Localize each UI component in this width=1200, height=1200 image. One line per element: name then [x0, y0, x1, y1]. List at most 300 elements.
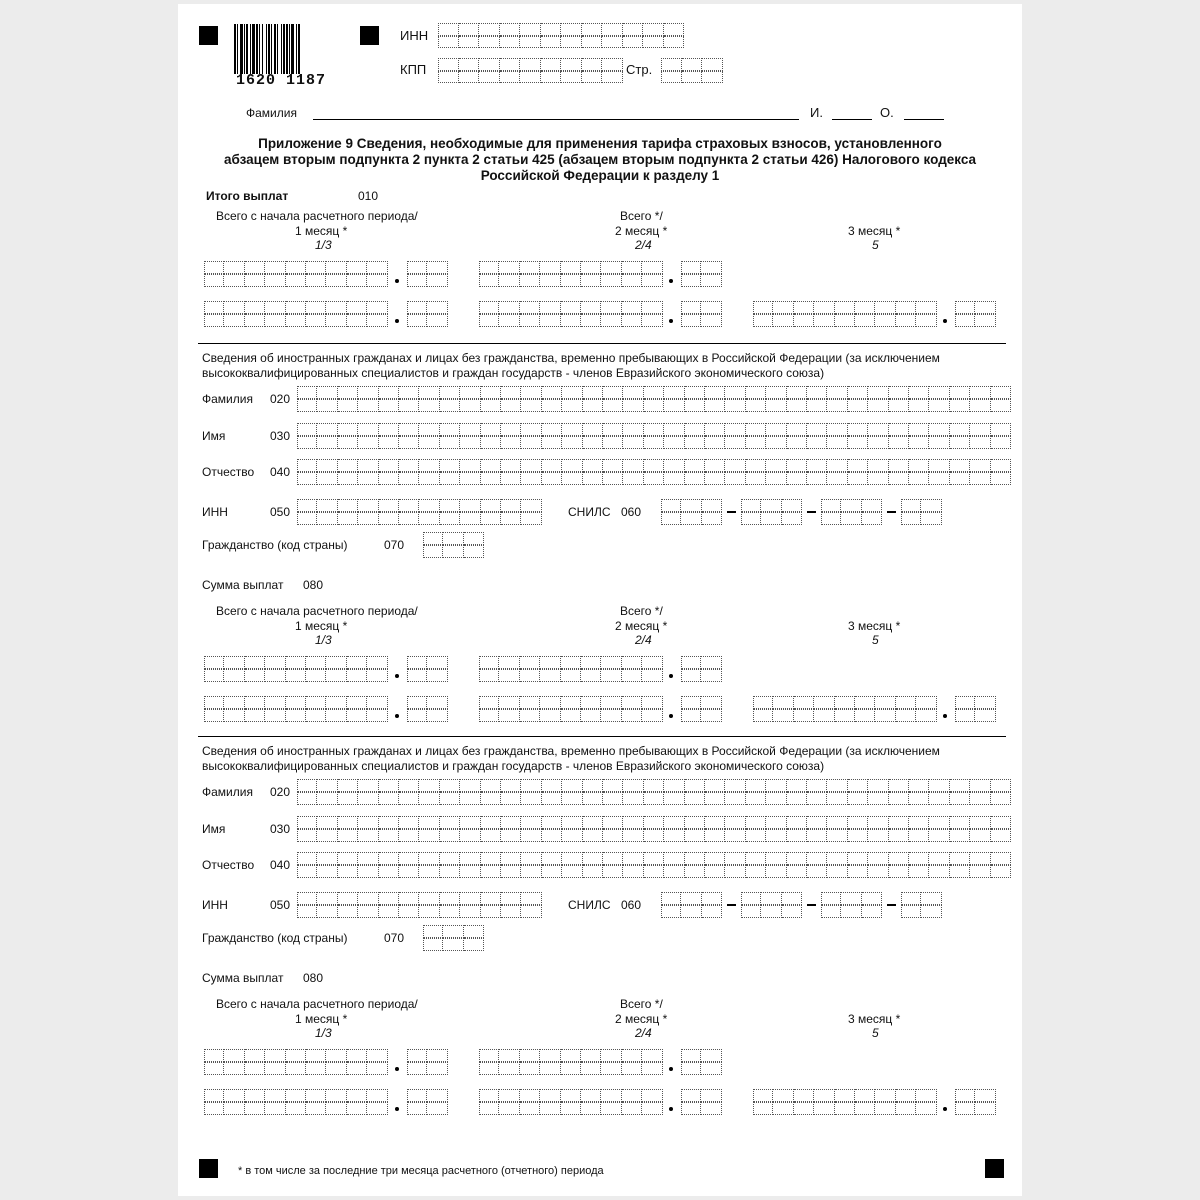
char-cell [520, 1089, 540, 1102]
char-cell [807, 779, 827, 792]
char-cell [541, 36, 562, 49]
amount-fraction-field[interactable] [681, 1089, 722, 1115]
snils-part-4-field[interactable] [901, 499, 942, 525]
amount-fraction-field[interactable] [407, 1089, 448, 1115]
char-cell [245, 696, 265, 709]
char-cell [916, 709, 936, 722]
char-cell [245, 656, 265, 669]
form-title-line-3: Российской Федерации к разделу 1 [480, 168, 720, 183]
char-cell [848, 386, 868, 399]
char-cell [725, 852, 745, 865]
char-cell [499, 274, 519, 287]
char-cell [642, 656, 662, 669]
char-cell [427, 274, 447, 287]
char-cell [520, 1049, 540, 1062]
char-cell [520, 709, 540, 722]
char-cell [521, 472, 541, 485]
char-cell [623, 23, 644, 36]
char-cell [562, 816, 582, 829]
char-cell [540, 314, 560, 327]
char-cell [224, 1049, 244, 1062]
char-cell [521, 892, 541, 905]
payments-label: Сумма выплат [202, 578, 284, 592]
char-cell [500, 58, 521, 71]
char-cell [358, 472, 378, 485]
char-cell [423, 925, 443, 938]
patronymic-field[interactable] [297, 459, 1011, 485]
name-field[interactable] [297, 423, 1011, 449]
foreigner-heading-line-1: Сведения об иностранных гражданах и лицах без гражданства, временно пребывающих в Российской Федерации (за исключением [202, 351, 940, 365]
amount-fraction-field[interactable] [407, 261, 448, 287]
char-cell [399, 423, 419, 436]
char-cell [661, 905, 681, 918]
char-cell [479, 58, 500, 71]
char-cell [379, 436, 399, 449]
patronymic-field[interactable] [297, 852, 1011, 878]
decimal-point [395, 319, 399, 323]
char-cell [602, 58, 623, 71]
char-cell [681, 314, 701, 327]
amount-fraction-field[interactable] [955, 301, 996, 327]
char-cell [901, 499, 921, 512]
patronymic-code: 040 [270, 465, 291, 479]
amount-fraction-field[interactable] [407, 301, 448, 327]
char-cell [379, 792, 399, 805]
surname-field[interactable] [297, 779, 1011, 805]
inn-field[interactable] [297, 499, 542, 525]
char-cell [601, 1089, 621, 1102]
char-cell [501, 816, 521, 829]
amount-integer-field[interactable] [204, 1049, 388, 1075]
char-cell [787, 399, 807, 412]
char-cell [909, 436, 929, 449]
char-cell [664, 472, 684, 485]
amount-integer-field[interactable] [204, 1089, 388, 1115]
char-cell [807, 399, 827, 412]
char-cell [562, 852, 582, 865]
char-cell [955, 1102, 975, 1115]
char-cell [681, 892, 701, 905]
char-cell [603, 399, 623, 412]
char-cell [440, 436, 460, 449]
amount-integer-field[interactable] [204, 301, 388, 327]
name-field[interactable] [297, 816, 1011, 842]
char-cell [622, 261, 642, 274]
char-cell [338, 852, 358, 865]
char-cell [583, 459, 603, 472]
amount-integer-field[interactable] [753, 301, 937, 327]
char-cell [399, 499, 419, 512]
char-cell [916, 301, 936, 314]
char-cell [901, 512, 921, 525]
header-initial-o-line[interactable] [904, 119, 944, 120]
char-cell [367, 1089, 387, 1102]
decimal-point [943, 714, 947, 718]
char-cell [542, 816, 562, 829]
amount-fraction-field[interactable] [955, 696, 996, 722]
char-cell [297, 905, 317, 918]
char-cell [661, 512, 681, 525]
char-cell [807, 816, 827, 829]
char-cell [664, 423, 684, 436]
decimal-point [395, 714, 399, 718]
char-cell [794, 301, 814, 314]
char-cell [848, 852, 868, 865]
char-cell [338, 829, 358, 842]
payments-code: 080 [303, 578, 324, 592]
header-inn-field[interactable] [438, 23, 685, 48]
char-cell [379, 865, 399, 878]
header-initial-i-line[interactable] [832, 119, 872, 120]
amount-integer-field[interactable] [479, 1089, 663, 1115]
char-cell [773, 1102, 793, 1115]
char-cell [681, 499, 701, 512]
char-cell [855, 314, 875, 327]
char-cell [317, 472, 337, 485]
char-cell [746, 865, 766, 878]
char-cell [868, 399, 888, 412]
char-cell [746, 472, 766, 485]
char-cell [520, 669, 540, 682]
char-cell [399, 865, 419, 878]
char-cell [970, 436, 990, 449]
char-cell [642, 301, 662, 314]
char-cell [479, 274, 499, 287]
surname-label: Фамилия [202, 392, 253, 406]
char-cell [814, 709, 834, 722]
char-cell [245, 301, 265, 314]
char-cell [347, 696, 367, 709]
char-cell [367, 314, 387, 327]
char-cell [909, 816, 929, 829]
char-cell [399, 852, 419, 865]
char-cell [835, 314, 855, 327]
char-cell [481, 386, 501, 399]
char-cell [317, 423, 337, 436]
amount-integer-field[interactable] [479, 696, 663, 722]
inn-label: ИНН [202, 505, 228, 519]
amount-fraction-field[interactable] [681, 1049, 722, 1075]
char-cell [338, 905, 358, 918]
char-cell [746, 459, 766, 472]
decimal-point [669, 714, 673, 718]
inn-label: ИНН [202, 898, 228, 912]
char-cell [601, 696, 621, 709]
char-cell [950, 399, 970, 412]
char-cell [782, 892, 802, 905]
char-cell [787, 779, 807, 792]
char-cell [440, 892, 460, 905]
snils-dash [727, 511, 736, 513]
char-cell [753, 1102, 773, 1115]
char-cell [601, 1062, 621, 1075]
char-cell [664, 829, 684, 842]
char-cell [970, 852, 990, 865]
amount-integer-field[interactable] [479, 261, 663, 287]
decimal-point [669, 674, 673, 678]
char-cell [541, 23, 562, 36]
char-cell [501, 512, 521, 525]
barcode-digits: 1620 1187 [236, 72, 327, 89]
corner-marker-bottom-right [985, 1159, 1004, 1178]
char-cell [901, 892, 921, 905]
char-cell [970, 386, 990, 399]
char-cell [855, 1089, 875, 1102]
char-cell [286, 1062, 306, 1075]
char-cell [929, 386, 949, 399]
char-cell [991, 436, 1011, 449]
snils-part-1-field[interactable] [661, 892, 722, 918]
header-kpp-label: КПП [400, 62, 427, 77]
amount-fraction-field[interactable] [681, 696, 722, 722]
char-cell [623, 816, 643, 829]
char-cell [379, 852, 399, 865]
amount-fraction-field[interactable] [681, 656, 722, 682]
header-page-field[interactable] [661, 58, 723, 83]
char-cell [521, 816, 541, 829]
char-cell [443, 925, 463, 938]
char-cell [950, 459, 970, 472]
amount-integer-field[interactable] [204, 656, 388, 682]
period-col2-month: 2 месяц * [615, 1012, 668, 1026]
amount-integer-field[interactable] [204, 261, 388, 287]
char-cell [582, 23, 603, 36]
char-cell [460, 472, 480, 485]
period-col1-header: Всего с начала расчетного периода/ [216, 209, 418, 223]
char-cell [562, 386, 582, 399]
char-cell [685, 399, 705, 412]
char-cell [326, 709, 346, 722]
char-cell [603, 829, 623, 842]
char-cell [407, 1062, 427, 1075]
char-cell [520, 1062, 540, 1075]
surname-field[interactable] [297, 386, 1011, 412]
inn-code: 050 [270, 505, 291, 519]
char-cell [875, 314, 895, 327]
char-cell [705, 779, 725, 792]
char-cell [975, 314, 995, 327]
char-cell [419, 779, 439, 792]
char-cell [479, 1089, 499, 1102]
amount-integer-field[interactable] [479, 656, 663, 682]
char-cell [827, 779, 847, 792]
char-cell [521, 829, 541, 842]
char-cell [501, 472, 521, 485]
snils-part-1-field[interactable] [661, 499, 722, 525]
char-cell [623, 472, 643, 485]
char-cell [358, 829, 378, 842]
citizenship-field[interactable] [423, 925, 484, 951]
amount-fraction-field[interactable] [955, 1089, 996, 1115]
char-cell [766, 779, 786, 792]
char-cell [561, 58, 582, 71]
char-cell [725, 436, 745, 449]
snils-part-4-field[interactable] [901, 892, 942, 918]
foreigner-heading-line-1: Сведения об иностранных гражданах и лицах без гражданства, временно пребывающих в Российской Федерации (за исключением [202, 744, 940, 758]
snils-part-2-field[interactable] [741, 892, 802, 918]
char-cell [224, 1062, 244, 1075]
char-cell [601, 261, 621, 274]
period-col1-header: Всего с начала расчетного периода/ [216, 997, 418, 1011]
char-cell [868, 436, 888, 449]
citizenship-field[interactable] [423, 532, 484, 558]
char-cell [583, 792, 603, 805]
char-cell [685, 792, 705, 805]
char-cell [921, 892, 941, 905]
char-cell [224, 1089, 244, 1102]
char-cell [306, 1102, 326, 1115]
char-cell [367, 669, 387, 682]
char-cell [644, 399, 664, 412]
char-cell [766, 459, 786, 472]
snils-part-3-field[interactable] [821, 892, 882, 918]
char-cell [583, 423, 603, 436]
char-cell [317, 865, 337, 878]
amount-fraction-field[interactable] [681, 261, 722, 287]
char-cell [561, 301, 581, 314]
char-cell [500, 23, 521, 36]
period-col3-month: 3 месяц * [848, 619, 901, 633]
char-cell [501, 499, 521, 512]
char-cell [814, 1089, 834, 1102]
char-cell [582, 36, 603, 49]
char-cell [827, 816, 847, 829]
char-cell [664, 865, 684, 878]
char-cell [501, 399, 521, 412]
char-cell [725, 423, 745, 436]
char-cell [950, 829, 970, 842]
char-cell [623, 459, 643, 472]
char-cell [661, 71, 682, 84]
char-cell [889, 386, 909, 399]
char-cell [929, 852, 949, 865]
char-cell [317, 779, 337, 792]
char-cell [427, 1049, 447, 1062]
char-cell [583, 436, 603, 449]
char-cell [317, 459, 337, 472]
char-cell [603, 423, 623, 436]
char-cell [358, 852, 378, 865]
char-cell [306, 1089, 326, 1102]
inn-field[interactable] [297, 892, 542, 918]
char-cell [326, 1089, 346, 1102]
amount-integer-field[interactable] [479, 1049, 663, 1075]
char-cell [419, 423, 439, 436]
char-cell [848, 459, 868, 472]
char-cell [499, 314, 519, 327]
char-cell [521, 423, 541, 436]
char-cell [306, 669, 326, 682]
header-kpp-field[interactable] [438, 58, 623, 83]
decimal-point [669, 1067, 673, 1071]
char-cell [347, 1049, 367, 1062]
amount-integer-field[interactable] [204, 696, 388, 722]
header-surname-line[interactable] [313, 119, 799, 120]
char-cell [499, 1089, 519, 1102]
amount-fraction-field[interactable] [407, 1049, 448, 1075]
char-cell [427, 1102, 447, 1115]
snils-part-2-field[interactable] [741, 499, 802, 525]
decimal-point [669, 279, 673, 283]
amount-fraction-field[interactable] [681, 301, 722, 327]
char-cell [787, 865, 807, 878]
char-cell [705, 792, 725, 805]
char-cell [896, 1102, 916, 1115]
char-cell [265, 669, 285, 682]
char-cell [265, 301, 285, 314]
char-cell [835, 301, 855, 314]
char-cell [623, 792, 643, 805]
char-cell [889, 816, 909, 829]
char-cell [286, 656, 306, 669]
char-cell [766, 829, 786, 842]
char-cell [224, 656, 244, 669]
char-cell [265, 261, 285, 274]
snils-code: 060 [621, 898, 642, 912]
char-cell [245, 261, 265, 274]
char-cell [286, 1049, 306, 1062]
char-cell [204, 1089, 224, 1102]
char-cell [520, 23, 541, 36]
char-cell [701, 274, 721, 287]
amount-fraction-field[interactable] [407, 696, 448, 722]
char-cell [427, 301, 447, 314]
char-cell [427, 314, 447, 327]
char-cell [459, 36, 480, 49]
char-cell [204, 1049, 224, 1062]
char-cell [224, 274, 244, 287]
char-cell [561, 696, 581, 709]
period-col2-header: Всего */ [620, 209, 663, 223]
char-cell [443, 532, 463, 545]
char-cell [419, 905, 439, 918]
decimal-point [395, 1107, 399, 1111]
amount-integer-field[interactable] [753, 1089, 937, 1115]
char-cell [725, 865, 745, 878]
char-cell [581, 1102, 601, 1115]
corner-marker-bottom-left [199, 1159, 218, 1178]
char-cell [562, 829, 582, 842]
amount-fraction-field[interactable] [407, 656, 448, 682]
char-cell [661, 499, 681, 512]
char-cell [358, 399, 378, 412]
char-cell [326, 669, 346, 682]
char-cell [286, 669, 306, 682]
snils-part-3-field[interactable] [821, 499, 882, 525]
char-cell [562, 423, 582, 436]
char-cell [868, 865, 888, 878]
char-cell [286, 696, 306, 709]
char-cell [827, 792, 847, 805]
char-cell [407, 1049, 427, 1062]
char-cell [746, 792, 766, 805]
amount-integer-field[interactable] [753, 696, 937, 722]
char-cell [664, 816, 684, 829]
decimal-point [943, 319, 947, 323]
char-cell [204, 669, 224, 682]
char-cell [701, 261, 721, 274]
char-cell [399, 792, 419, 805]
char-cell [286, 301, 306, 314]
char-cell [929, 423, 949, 436]
char-cell [766, 386, 786, 399]
char-cell [603, 472, 623, 485]
char-cell [561, 261, 581, 274]
char-cell [561, 23, 582, 36]
char-cell [827, 436, 847, 449]
amount-integer-field[interactable] [479, 301, 663, 327]
char-cell [991, 423, 1011, 436]
